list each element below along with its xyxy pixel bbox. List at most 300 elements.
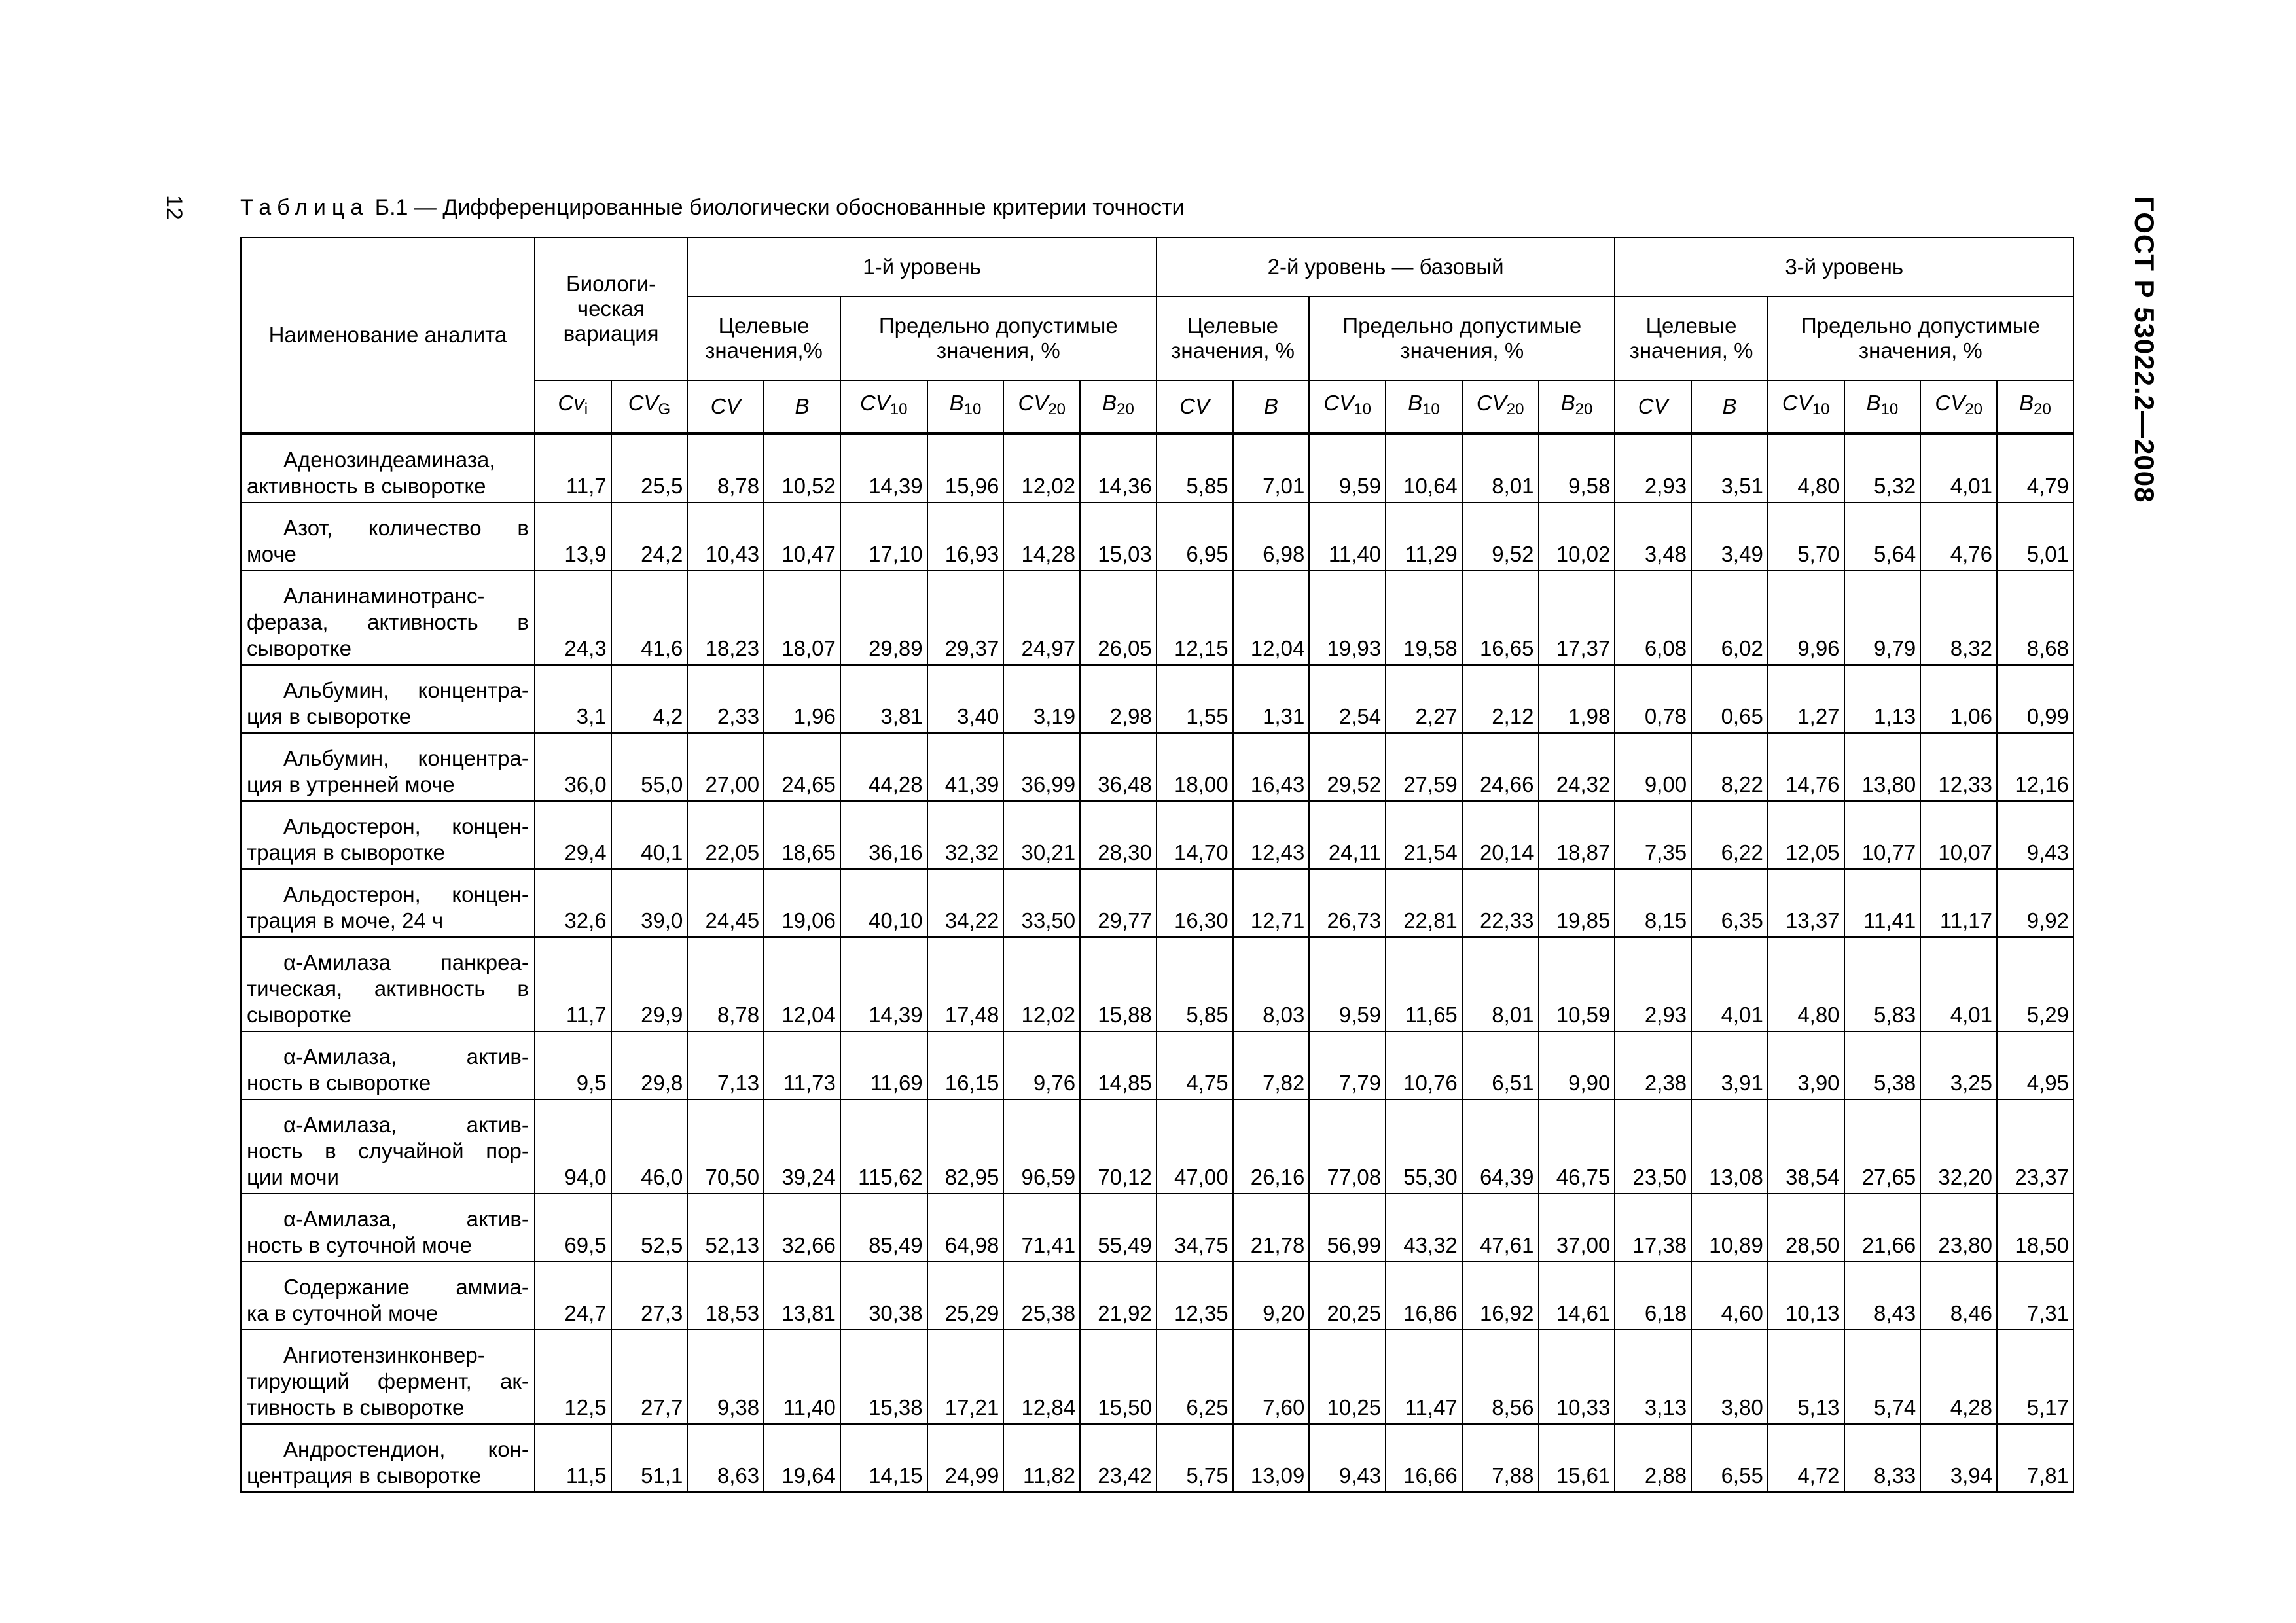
header-allowable-values-3: Предельно допустимые значения, % xyxy=(1768,296,2073,380)
value-cell: 27,7 xyxy=(611,1330,688,1424)
value-cell: 14,28 xyxy=(1003,503,1080,571)
header-cv20-level-1: $CV_{20}$ xyxy=(1003,380,1080,434)
value-cell: 29,37 xyxy=(927,571,1004,665)
value-cell: 16,86 xyxy=(1386,1262,1462,1330)
value-cell: 20,25 xyxy=(1309,1262,1386,1330)
value-cell: 13,37 xyxy=(1768,869,1844,937)
value-cell: 46,0 xyxy=(611,1099,688,1194)
analyte-name-line: трация в сыворотке xyxy=(247,840,445,865)
value-cell: 19,58 xyxy=(1386,571,1462,665)
criteria-table xyxy=(240,237,2074,1493)
analyte-name-line: Азот, количество в xyxy=(283,516,529,540)
value-cell: 9,43 xyxy=(1997,801,2073,869)
value-cell: 14,15 xyxy=(840,1424,927,1492)
value-cell: 2,54 xyxy=(1309,665,1386,733)
value-cell: 36,16 xyxy=(840,801,927,869)
value-cell: 12,16 xyxy=(1997,733,2073,801)
value-cell: 32,66 xyxy=(764,1194,840,1262)
header-target-values-1: Целевые значения,% xyxy=(687,296,840,380)
value-cell: 11,7 xyxy=(535,937,611,1031)
value-cell: 7,81 xyxy=(1997,1424,2073,1492)
value-cell: 8,43 xyxy=(1844,1262,1921,1330)
value-cell: 21,78 xyxy=(1233,1194,1310,1262)
value-cell: 5,29 xyxy=(1997,937,2073,1031)
analyte-name-line: α-Амилаза, актив- xyxy=(283,1113,529,1137)
header-analyte-name: Наименование аналита xyxy=(241,238,535,434)
value-cell: 7,60 xyxy=(1233,1330,1310,1424)
value-cell: 2,12 xyxy=(1462,665,1539,733)
value-cell: 41,39 xyxy=(927,733,1004,801)
value-cell: 10,25 xyxy=(1309,1330,1386,1424)
value-cell: 1,98 xyxy=(1539,665,1615,733)
value-cell: 3,81 xyxy=(840,665,927,733)
header-allowable-values-2: Предельно допустимые значения, % xyxy=(1309,296,1615,380)
value-cell: 18,50 xyxy=(1997,1194,2073,1262)
header-b-level-1: B xyxy=(764,380,840,434)
header-cv-level-1: CV xyxy=(687,380,764,434)
value-cell: 24,99 xyxy=(927,1424,1004,1492)
value-cell: 18,87 xyxy=(1539,801,1615,869)
value-cell: 29,77 xyxy=(1080,869,1157,937)
value-cell: 8,33 xyxy=(1844,1424,1921,1492)
value-cell: 14,39 xyxy=(840,937,927,1031)
value-cell: 96,59 xyxy=(1003,1099,1080,1194)
value-cell: 46,75 xyxy=(1539,1099,1615,1194)
value-cell: 7,35 xyxy=(1615,801,1691,869)
table-row xyxy=(241,801,2073,869)
value-cell: 17,21 xyxy=(927,1330,1004,1424)
value-cell: 14,61 xyxy=(1539,1262,1615,1330)
value-cell: 37,00 xyxy=(1539,1194,1615,1262)
value-cell: 41,6 xyxy=(611,571,688,665)
value-cell: 6,02 xyxy=(1691,571,1768,665)
value-cell: 12,71 xyxy=(1233,869,1310,937)
value-cell: 10,89 xyxy=(1691,1194,1768,1262)
value-cell: 29,9 xyxy=(611,937,688,1031)
analyte-name-line: α-Амилаза, актив- xyxy=(283,1207,529,1231)
value-cell: 4,79 xyxy=(1997,434,2073,503)
header-b10-level-2: $B_{10}$ xyxy=(1386,380,1462,434)
header-b20-level-3: $B_{20}$ xyxy=(1997,380,2073,434)
value-cell: 6,08 xyxy=(1615,571,1691,665)
analyte-name xyxy=(241,801,535,869)
value-cell: 17,38 xyxy=(1615,1194,1691,1262)
analyte-name-line: моче xyxy=(247,542,296,566)
value-cell: 24,2 xyxy=(611,503,688,571)
header-cv-level-3: CV xyxy=(1615,380,1691,434)
value-cell: 10,77 xyxy=(1844,801,1921,869)
value-cell: 115,62 xyxy=(840,1099,927,1194)
header-cvg: $CV_G$ xyxy=(611,380,688,434)
analyte-name-line: Аланинаминотранс- xyxy=(283,584,485,608)
value-cell: 1,31 xyxy=(1233,665,1310,733)
value-cell: 5,01 xyxy=(1997,503,2073,571)
table-row xyxy=(241,1031,2073,1099)
value-cell: 19,06 xyxy=(764,869,840,937)
value-cell: 16,43 xyxy=(1233,733,1310,801)
value-cell: 15,88 xyxy=(1080,937,1157,1031)
value-cell: 11,29 xyxy=(1386,503,1462,571)
value-cell: 24,11 xyxy=(1309,801,1386,869)
value-cell: 13,9 xyxy=(535,503,611,571)
value-cell: 11,69 xyxy=(840,1031,927,1099)
value-cell: 1,13 xyxy=(1844,665,1921,733)
table-row xyxy=(241,869,2073,937)
value-cell: 8,46 xyxy=(1920,1262,1997,1330)
value-cell: 27,00 xyxy=(687,733,764,801)
value-cell: 0,99 xyxy=(1997,665,2073,733)
document-id: ГОСТ Р 53022.2—2008 xyxy=(2129,196,2160,503)
value-cell: 9,5 xyxy=(535,1031,611,1099)
value-cell: 6,22 xyxy=(1691,801,1768,869)
analyte-name-line: ция в сыворотке xyxy=(247,704,412,728)
value-cell: 2,33 xyxy=(687,665,764,733)
analyte-name xyxy=(241,733,535,801)
analyte-name xyxy=(241,1099,535,1194)
analyte-name-line: Альдостерон, концен- xyxy=(283,882,529,906)
value-cell: 7,79 xyxy=(1309,1031,1386,1099)
value-cell: 23,50 xyxy=(1615,1099,1691,1194)
value-cell: 2,38 xyxy=(1615,1031,1691,1099)
value-cell: 15,03 xyxy=(1080,503,1157,571)
value-cell: 5,38 xyxy=(1844,1031,1921,1099)
value-cell: 14,76 xyxy=(1768,733,1844,801)
value-cell: 15,96 xyxy=(927,434,1004,503)
value-cell: 33,50 xyxy=(1003,869,1080,937)
header-target-values-2: Целевые значения, % xyxy=(1157,296,1309,380)
analyte-name-line: сыворотке xyxy=(247,1003,351,1027)
value-cell: 4,01 xyxy=(1920,937,1997,1031)
table-caption xyxy=(240,195,1185,221)
value-cell: 29,8 xyxy=(611,1031,688,1099)
value-cell: 70,50 xyxy=(687,1099,764,1194)
value-cell: 5,74 xyxy=(1844,1330,1921,1424)
value-cell: 10,52 xyxy=(764,434,840,503)
table-row xyxy=(241,503,2073,571)
value-cell: 10,76 xyxy=(1386,1031,1462,1099)
value-cell: 24,65 xyxy=(764,733,840,801)
value-cell: 10,47 xyxy=(764,503,840,571)
value-cell: 5,64 xyxy=(1844,503,1921,571)
analyte-name-line: тивность в сыворотке xyxy=(247,1395,465,1419)
value-cell: 1,27 xyxy=(1768,665,1844,733)
value-cell: 55,49 xyxy=(1080,1194,1157,1262)
value-cell: 47,00 xyxy=(1157,1099,1233,1194)
value-cell: 77,08 xyxy=(1309,1099,1386,1194)
value-cell: 6,95 xyxy=(1157,503,1233,571)
value-cell: 7,01 xyxy=(1233,434,1310,503)
analyte-name xyxy=(241,571,535,665)
value-cell: 24,32 xyxy=(1539,733,1615,801)
value-cell: 6,25 xyxy=(1157,1330,1233,1424)
header-level-3: 3-й уровень xyxy=(1615,238,2073,296)
value-cell: 0,78 xyxy=(1615,665,1691,733)
value-cell: 64,98 xyxy=(927,1194,1004,1262)
value-cell: 17,10 xyxy=(840,503,927,571)
value-cell: 10,59 xyxy=(1539,937,1615,1031)
value-cell: 1,55 xyxy=(1157,665,1233,733)
value-cell: 11,7 xyxy=(535,434,611,503)
table-row xyxy=(241,937,2073,1031)
value-cell: 6,51 xyxy=(1462,1031,1539,1099)
header-b-level-3: B xyxy=(1691,380,1768,434)
header-level-1: 1-й уровень xyxy=(687,238,1157,296)
value-cell: 9,96 xyxy=(1768,571,1844,665)
value-cell: 8,01 xyxy=(1462,434,1539,503)
value-cell: 3,49 xyxy=(1691,503,1768,571)
analyte-name xyxy=(241,869,535,937)
value-cell: 69,5 xyxy=(535,1194,611,1262)
value-cell: 11,40 xyxy=(1309,503,1386,571)
value-cell: 13,81 xyxy=(764,1262,840,1330)
value-cell: 16,65 xyxy=(1462,571,1539,665)
value-cell: 17,37 xyxy=(1539,571,1615,665)
value-cell: 9,92 xyxy=(1997,869,2073,937)
value-cell: 26,05 xyxy=(1080,571,1157,665)
value-cell: 3,80 xyxy=(1691,1330,1768,1424)
value-cell: 8,56 xyxy=(1462,1330,1539,1424)
value-cell: 4,80 xyxy=(1768,937,1844,1031)
value-cell: 8,01 xyxy=(1462,937,1539,1031)
header-b20-level-1: $B_{20}$ xyxy=(1080,380,1157,434)
value-cell: 2,93 xyxy=(1615,434,1691,503)
value-cell: 39,0 xyxy=(611,869,688,937)
value-cell: 3,13 xyxy=(1615,1330,1691,1424)
value-cell: 8,78 xyxy=(687,937,764,1031)
value-cell: 12,5 xyxy=(535,1330,611,1424)
value-cell: 23,37 xyxy=(1997,1099,2073,1194)
value-cell: 29,4 xyxy=(535,801,611,869)
value-cell: 12,33 xyxy=(1920,733,1997,801)
value-cell: 24,3 xyxy=(535,571,611,665)
value-cell: 12,04 xyxy=(764,937,840,1031)
value-cell: 36,48 xyxy=(1080,733,1157,801)
value-cell: 9,20 xyxy=(1233,1262,1310,1330)
value-cell: 11,73 xyxy=(764,1031,840,1099)
value-cell: 17,48 xyxy=(927,937,1004,1031)
analyte-name-line: Альдостерон, концен- xyxy=(283,814,529,838)
table-row xyxy=(241,1330,2073,1424)
value-cell: 7,88 xyxy=(1462,1424,1539,1492)
value-cell: 15,50 xyxy=(1080,1330,1157,1424)
value-cell: 11,47 xyxy=(1386,1330,1462,1424)
caption-text: Б.1 — Дифференцированные биологически обоснованные критерии точности xyxy=(374,195,1185,220)
value-cell: 11,65 xyxy=(1386,937,1462,1031)
value-cell: 0,65 xyxy=(1691,665,1768,733)
value-cell: 10,64 xyxy=(1386,434,1462,503)
value-cell: 6,98 xyxy=(1233,503,1310,571)
value-cell: 16,66 xyxy=(1386,1424,1462,1492)
value-cell: 5,17 xyxy=(1997,1330,2073,1424)
analyte-name-line: центрация в сыворотке xyxy=(247,1463,481,1488)
table-row xyxy=(241,1099,2073,1194)
value-cell: 6,55 xyxy=(1691,1424,1768,1492)
value-cell: 12,04 xyxy=(1233,571,1310,665)
value-cell: 32,6 xyxy=(535,869,611,937)
table-row xyxy=(241,571,2073,665)
value-cell: 34,75 xyxy=(1157,1194,1233,1262)
analyte-name-line: тическая, активность в xyxy=(247,976,529,1001)
value-cell: 38,54 xyxy=(1768,1099,1844,1194)
value-cell: 19,64 xyxy=(764,1424,840,1492)
analyte-name-line: Андростендион, кон- xyxy=(283,1437,529,1461)
analyte-name xyxy=(241,1330,535,1424)
header-cvi: $Cv_i$ xyxy=(535,380,611,434)
analyte-name-line: ка в суточной моче xyxy=(247,1301,438,1325)
header-cv10-level-1: $CV_{10}$ xyxy=(840,380,927,434)
value-cell: 40,10 xyxy=(840,869,927,937)
value-cell: 5,75 xyxy=(1157,1424,1233,1492)
value-cell: 19,93 xyxy=(1309,571,1386,665)
value-cell: 3,1 xyxy=(535,665,611,733)
value-cell: 24,7 xyxy=(535,1262,611,1330)
value-cell: 36,99 xyxy=(1003,733,1080,801)
caption-prefix: Таблица xyxy=(240,195,369,220)
value-cell: 55,0 xyxy=(611,733,688,801)
value-cell: 4,28 xyxy=(1920,1330,1997,1424)
value-cell: 2,93 xyxy=(1615,937,1691,1031)
value-cell: 4,60 xyxy=(1691,1262,1768,1330)
analyte-name-line: фераза, активность в xyxy=(247,610,529,634)
value-cell: 8,63 xyxy=(687,1424,764,1492)
value-cell: 56,99 xyxy=(1309,1194,1386,1262)
analyte-name xyxy=(241,665,535,733)
value-cell: 16,93 xyxy=(927,503,1004,571)
value-cell: 39,24 xyxy=(764,1099,840,1194)
value-cell: 27,59 xyxy=(1386,733,1462,801)
value-cell: 13,08 xyxy=(1691,1099,1768,1194)
value-cell: 14,70 xyxy=(1157,801,1233,869)
analyte-name-line: Ангиотензинконвер- xyxy=(283,1343,485,1367)
value-cell: 11,41 xyxy=(1844,869,1921,937)
value-cell: 18,23 xyxy=(687,571,764,665)
value-cell: 4,76 xyxy=(1920,503,1997,571)
value-cell: 24,97 xyxy=(1003,571,1080,665)
value-cell: 3,40 xyxy=(927,665,1004,733)
analyte-name-line: ция в утренней моче xyxy=(247,772,455,796)
value-cell: 27,65 xyxy=(1844,1099,1921,1194)
value-cell: 9,52 xyxy=(1462,503,1539,571)
analyte-name-line: тирующий фермент, ак- xyxy=(247,1369,529,1393)
value-cell: 94,0 xyxy=(535,1099,611,1194)
table-row xyxy=(241,1262,2073,1330)
value-cell: 3,19 xyxy=(1003,665,1080,733)
value-cell: 22,81 xyxy=(1386,869,1462,937)
value-cell: 52,13 xyxy=(687,1194,764,1262)
value-cell: 27,3 xyxy=(611,1262,688,1330)
value-cell: 12,15 xyxy=(1157,571,1233,665)
value-cell: 9,58 xyxy=(1539,434,1615,503)
value-cell: 2,88 xyxy=(1615,1424,1691,1492)
value-cell: 26,16 xyxy=(1233,1099,1310,1194)
value-cell: 32,32 xyxy=(927,801,1004,869)
value-cell: 51,1 xyxy=(611,1424,688,1492)
value-cell: 8,03 xyxy=(1233,937,1310,1031)
header-cv-level-2: CV xyxy=(1157,380,1233,434)
value-cell: 18,07 xyxy=(764,571,840,665)
value-cell: 40,1 xyxy=(611,801,688,869)
value-cell: 12,02 xyxy=(1003,937,1080,1031)
value-cell: 85,49 xyxy=(840,1194,927,1262)
value-cell: 44,28 xyxy=(840,733,927,801)
analyte-name-line: ность в сыворотке xyxy=(247,1071,431,1095)
value-cell: 64,39 xyxy=(1462,1099,1539,1194)
analyte-name xyxy=(241,434,535,503)
value-cell: 9,59 xyxy=(1309,937,1386,1031)
value-cell: 5,85 xyxy=(1157,937,1233,1031)
analyte-name xyxy=(241,1031,535,1099)
value-cell: 21,92 xyxy=(1080,1262,1157,1330)
value-cell: 11,82 xyxy=(1003,1424,1080,1492)
value-cell: 12,84 xyxy=(1003,1330,1080,1424)
value-cell: 12,02 xyxy=(1003,434,1080,503)
table-row xyxy=(241,434,2073,503)
header-cv20-level-2: $CV_{20}$ xyxy=(1462,380,1539,434)
value-cell: 12,43 xyxy=(1233,801,1310,869)
value-cell: 21,54 xyxy=(1386,801,1462,869)
value-cell: 16,30 xyxy=(1157,869,1233,937)
analyte-name-line: ции мочи xyxy=(247,1165,339,1189)
header-bio-variation: Биологи- ческая вариация xyxy=(535,238,687,380)
value-cell: 9,79 xyxy=(1844,571,1921,665)
header-cv10-level-2: $CV_{10}$ xyxy=(1309,380,1386,434)
value-cell: 70,12 xyxy=(1080,1099,1157,1194)
analyte-name xyxy=(241,1424,535,1492)
analyte-name-line: сыворотке xyxy=(247,636,351,660)
value-cell: 11,5 xyxy=(535,1424,611,1492)
value-cell: 71,41 xyxy=(1003,1194,1080,1262)
value-cell: 8,15 xyxy=(1615,869,1691,937)
value-cell: 10,43 xyxy=(687,503,764,571)
analyte-name xyxy=(241,937,535,1031)
value-cell: 1,06 xyxy=(1920,665,1997,733)
value-cell: 8,78 xyxy=(687,434,764,503)
value-cell: 3,94 xyxy=(1920,1424,1997,1492)
value-cell: 3,51 xyxy=(1691,434,1768,503)
value-cell: 4,75 xyxy=(1157,1031,1233,1099)
value-cell: 25,29 xyxy=(927,1262,1004,1330)
value-cell: 24,45 xyxy=(687,869,764,937)
value-cell: 18,53 xyxy=(687,1262,764,1330)
page-number: 12 xyxy=(162,195,187,220)
value-cell: 4,80 xyxy=(1768,434,1844,503)
value-cell: 2,27 xyxy=(1386,665,1462,733)
value-cell: 30,21 xyxy=(1003,801,1080,869)
value-cell: 8,68 xyxy=(1997,571,2073,665)
value-cell: 9,43 xyxy=(1309,1424,1386,1492)
value-cell: 13,09 xyxy=(1233,1424,1310,1492)
value-cell: 9,00 xyxy=(1615,733,1691,801)
value-cell: 15,38 xyxy=(840,1330,927,1424)
value-cell: 4,2 xyxy=(611,665,688,733)
value-cell: 5,70 xyxy=(1768,503,1844,571)
header-b-level-2: B xyxy=(1233,380,1310,434)
analyte-name-line: активность в сыворотке xyxy=(247,474,486,498)
value-cell: 25,5 xyxy=(611,434,688,503)
analyte-name xyxy=(241,1262,535,1330)
value-cell: 82,95 xyxy=(927,1099,1004,1194)
value-cell: 55,30 xyxy=(1386,1099,1462,1194)
value-cell: 14,85 xyxy=(1080,1031,1157,1099)
value-cell: 30,38 xyxy=(840,1262,927,1330)
value-cell: 14,39 xyxy=(840,434,927,503)
value-cell: 23,42 xyxy=(1080,1424,1157,1492)
analyte-name-line: ность в случайной пор- xyxy=(247,1139,529,1163)
value-cell: 3,48 xyxy=(1615,503,1691,571)
analyte-name-line: Альбумин, концентра- xyxy=(283,746,529,770)
value-cell: 13,80 xyxy=(1844,733,1921,801)
value-cell: 4,72 xyxy=(1768,1424,1844,1492)
